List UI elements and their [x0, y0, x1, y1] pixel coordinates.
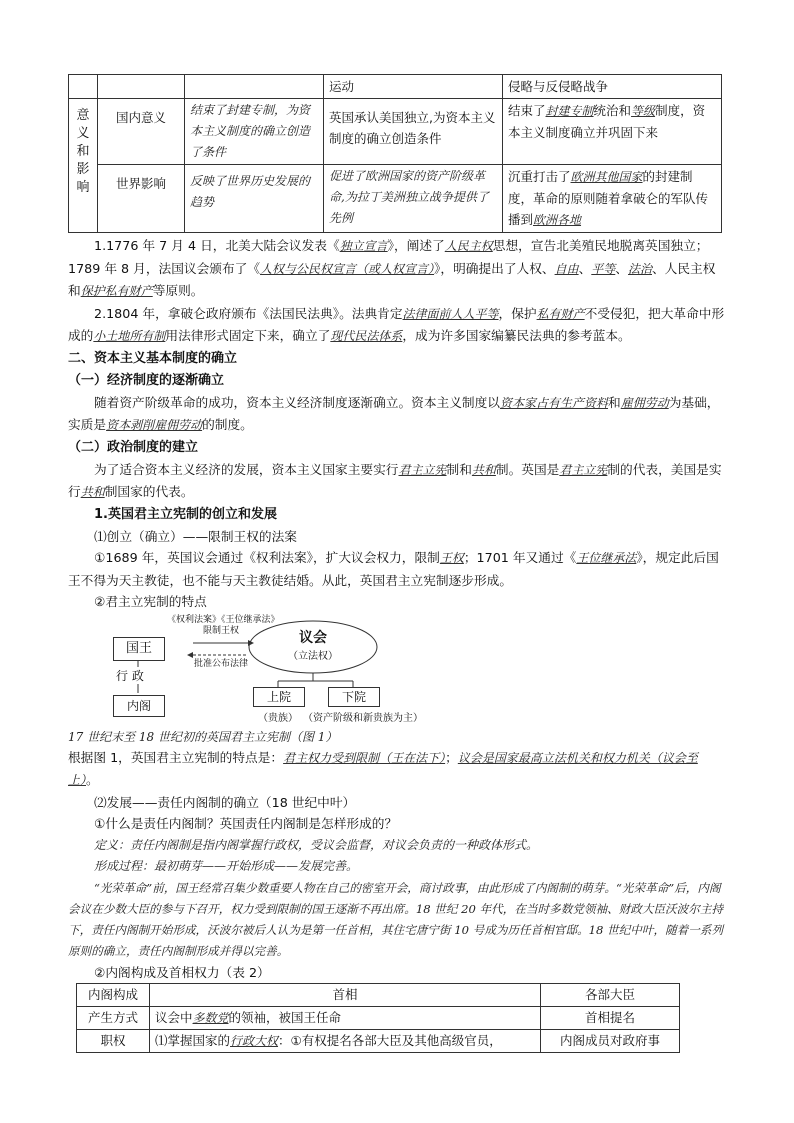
constitutional-monarchy-diagram [108, 615, 668, 725]
arrow-label-bottom: 批准公布法律 [193, 658, 248, 669]
list-heading: ②君主立宪制的特点 [94, 594, 207, 609]
paragraph: 随着资产阶级革命的成功，资本主义经济制度逐渐确立。资本主义制度以资本家占有生产资料和雇佣劳动为基础，实质是资本剥削雇佣劳动的制度。 [68, 394, 720, 432]
paragraph: ①1689 年，英国议会通过《权利法案》，扩大议会权力，限制王权；1701 年又通过《王位继承法》，规定此后国王不得为天主教徒，也不能与天主教徒结婚。从此，英国君主立宪制逐步形成。 [68, 550, 719, 588]
header-cell: 内阁构成 [77, 984, 150, 1007]
paragraph: 1.1776 年 7 月 4 日，北美大陆会议发表《独立宣言》，阐述了人民主权思想，宣告北美殖民地脱离英国独立；1789 年 8 月，法国议会颁布了《人权与公民权宣言（或人权宣言）》，明确提出了人权、自由、平等、法治、人民主权和保护私有财产等原则。 [68, 238, 716, 298]
row-label: 产生方式 [77, 1007, 150, 1030]
table-row [77, 1007, 680, 1030]
question: ①什么是责任内阁制？英国责任内阁制是怎样形成的？ [94, 816, 398, 831]
king-box: 国王 [113, 637, 165, 661]
lower-house-box: 下院 [328, 687, 380, 707]
comparison-table [68, 74, 722, 233]
upper-house-box: 上院 [253, 687, 305, 707]
header-cell: 各部大臣 [541, 984, 680, 1007]
subsection-heading: 1.英国君主立宪制的创立和发展 [94, 506, 277, 522]
header-cell: 侵略与反侵略战争 [503, 75, 722, 99]
table-row [69, 99, 722, 165]
executive-label: 行 政 [116, 667, 166, 684]
subsection-heading: （二）政治制度的建立 [68, 439, 199, 455]
row-label: 职权 [77, 1030, 150, 1053]
table-cell: ⑴掌握国家的行政大权：①有权提名各部大臣及其他高级官员， [150, 1030, 541, 1053]
parliament-sub: （立法权） [288, 650, 338, 662]
table-cell: 沉重打击了欧洲其他国家的封建制度，革命的原则随着拿破仑的军队传播到欧洲各地 [503, 165, 722, 233]
table-cell: 内阁成员对政府事 [541, 1030, 680, 1053]
table-cell: 结束了封建专制统治和等级制度，资本主义制度确立并巩固下来 [503, 99, 722, 165]
header-cell: 首相 [150, 984, 541, 1007]
section-heading: 二、资本主义基本制度的确立 [68, 350, 238, 366]
section-label: 意义和影响 [69, 99, 98, 233]
cabinet-table [76, 983, 680, 1053]
upper-house-note: （贵族） [258, 712, 298, 724]
table-cell: 反映了世界历史发展的趋势 [185, 165, 324, 233]
table-cell: 首相提名 [541, 1007, 680, 1030]
list-heading: ⑴创立（确立）——限制王权的法案 [94, 528, 297, 544]
arrow-label-top: 《权利法案》《王位继承法》限制王权 [166, 614, 275, 636]
table-row [77, 1030, 680, 1053]
figure-caption: 17 世纪末至 18 世纪初的英国君主立宪制（图 1） [68, 729, 338, 744]
parliament-label: 议会 [299, 629, 327, 646]
lower-house-note: （资产阶级和新贵族为主） [303, 712, 423, 724]
answer: “光荣革命”前，国王经常召集少数重要人物在自己的密室开会，商讨政事，由此形成了内阁制的萌芽。“光荣革命”后，内阁会议在少数大臣的参与下召开，权力受到限制的国王逐渐不再出席。18 世纪 20 年代，在当时多数党领袖、财政大臣沃波尔主持下，责任内阁制开始形成，沃波尔被后人认为是第一任首相，其住宅唐宁街 10 号成为历任首相官邸。18 世纪中叶，随着一系列原则的确立，责任内阁制形成并得以完善。 [68, 880, 724, 958]
list-heading: ②内阁构成及首相权力（表 2） [94, 964, 270, 980]
paragraph: 2.1804 年，拿破仑政府颁布《法国民法典》。法典肯定法律面前人人平等，保护私有财产不受侵犯，把大革命中形成的小土地所有制用法律形式固定下来，确立了现代民法体系，成为许多国家编纂民法典的参考蓝本。 [68, 305, 725, 343]
paragraph: 为了适合资本主义经济的发展，资本主义国家主要实行君主立宪制和共和制。英国是君主立宪制的代表，美国是实行共和制国家的代表。 [68, 461, 722, 499]
table-cell: 结束了封建专制，为资本主义制度的确立创造了条件 [185, 99, 324, 165]
page [68, 74, 728, 1053]
header-cell: 运动 [324, 75, 503, 99]
subsection-heading: （一）经济制度的逐渐确立 [68, 372, 225, 388]
table-cell: 议会中多数党的领袖，被国王任命 [150, 1007, 541, 1030]
table-cell: 促进了欧洲国家的资产阶级革命,为拉丁美洲独立战争提供了先例 [324, 165, 503, 233]
paragraph: 根据图 1，英国君主立宪制的特点是：君主权力受到限制（王在法下）；议会是国家最高立法机关和权力机关（议会至上）。 [68, 749, 698, 787]
answer: 形成过程：最初萌芽——开始形成——发展完善。 [94, 859, 359, 873]
row-label: 世界影响 [98, 165, 185, 233]
table-header-row [77, 984, 680, 1007]
table-header-row [69, 75, 722, 99]
answer: 定义：责任内阁制是指内阁掌握行政权，受议会监督，对议会负责的一种政体形式。 [94, 837, 539, 852]
table-row [69, 165, 722, 233]
cabinet-box: 内阁 [113, 695, 165, 717]
list-heading: ⑵发展——责任内阁制的确立（18 世纪中叶） [94, 794, 356, 810]
table-cell: 英国承认美国独立,为资本主义制度的确立创造条件 [324, 99, 503, 165]
row-label: 国内意义 [98, 99, 185, 165]
